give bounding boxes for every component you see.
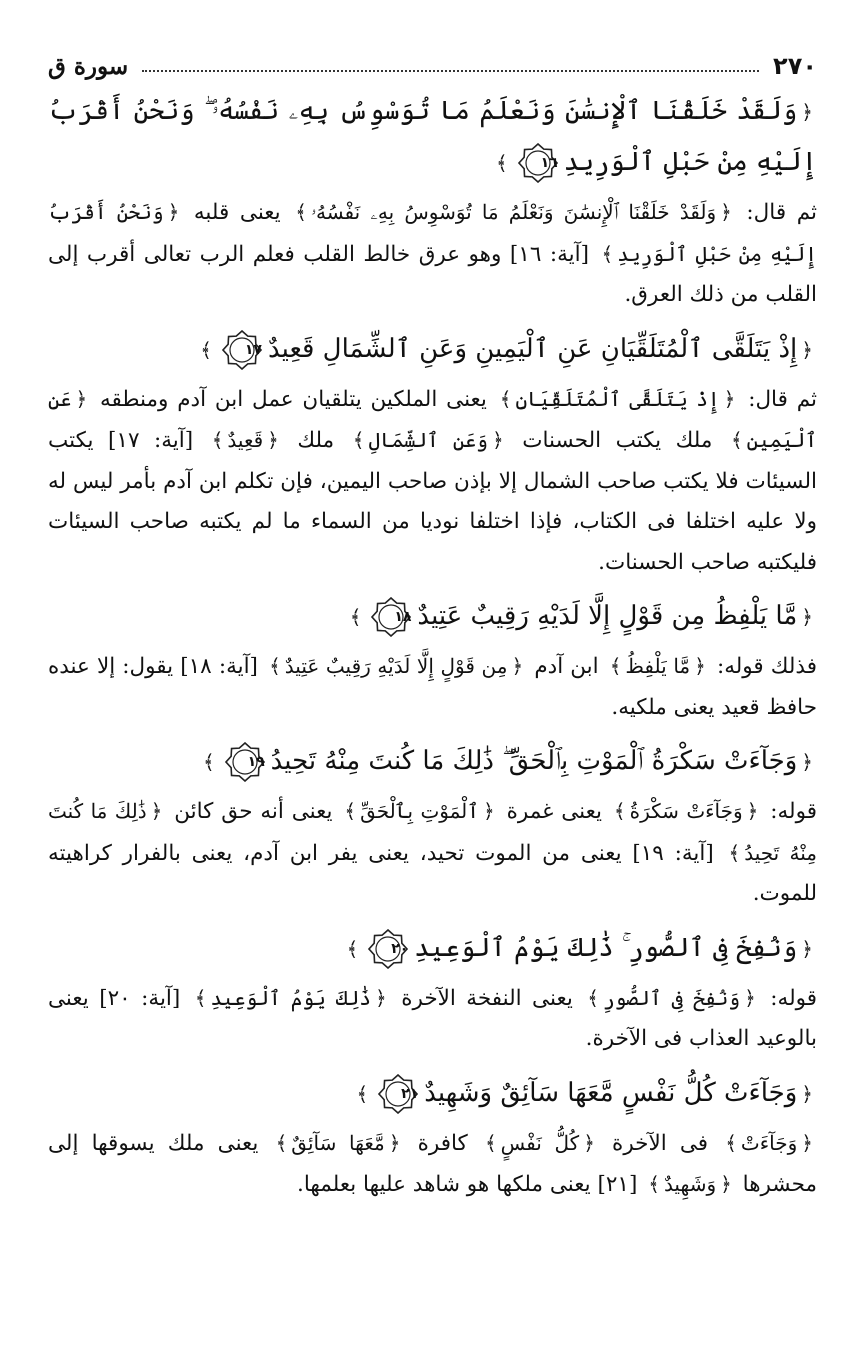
ayah-number-marker — [378, 1074, 418, 1114]
verse-text: مَّا يَلْفِظُ مِن قَوْلٍ إِلَّا لَدَيْهِ رَقِيبٌ عَتِيدٌ — [417, 601, 798, 631]
close-bracket: ﴾ — [730, 428, 743, 452]
commentary-text: قوله: — [762, 799, 817, 824]
open-bracket: ﴿ — [801, 605, 813, 629]
close-bracket: ﴾ — [648, 1172, 660, 1196]
close-bracket: ﴾ — [344, 799, 357, 823]
commentary-text: يعنى غمرة — [498, 799, 610, 824]
quoted-quran: وَشَهِيدٌ — [663, 1172, 717, 1196]
ayah-number-marker — [225, 742, 265, 782]
surah-title: سورة ق — [48, 53, 129, 80]
commentary-text: [آية: ١٧] يكتب السيئات فلا يكتب صاحب الشمال إلا بإذن صاحب اليمين، فإن تكلم ابن آدم بأمر ليس له ولا عليه اختلفا فى الكتاب، فإذا اختلفا نوديا من السماء ما لم يكتبه صاحب السيئات فليكتبه صاحب الحسنات. — [48, 428, 817, 575]
commentary-text: [آية: ١٦] وهو عرق خالط القلب فعلم الرب تعالى أقرب إلى القلب من ذلك العرق. — [48, 241, 817, 307]
close-bracket: ﴾ — [352, 428, 365, 452]
quoted-quran: قَعِيدٌ — [227, 428, 264, 452]
commentary-text: [آية: ١٨] يقول: إلا عنده حافظ قعيد يعنى ملكيه. — [48, 654, 817, 720]
ayah-number: ٢١ — [401, 1085, 419, 1102]
commentary-paragraph — [48, 791, 817, 915]
quoted-quran: مَّا يَلْفِظُ — [625, 654, 691, 678]
quran-verse — [48, 923, 817, 974]
quoted-quran: وَلَقَدْ خَلَقْنَا ٱلْإِنسَٰنَ وَنَعْلَمُ مَا تُوَسْوِسُ بِهِۦ نَفْسُهُۥ — [310, 200, 717, 224]
open-bracket: ﴿ — [150, 799, 163, 823]
close-bracket: ﴾ — [609, 654, 622, 678]
commentary-text: يعنى أنه حق كائن — [166, 799, 341, 824]
commentary-text: [٢١] يعنى ملكها هو شاهد عليها بعلمها. — [297, 1172, 645, 1197]
ayah-number-marker — [371, 597, 411, 637]
quoted-quran: وَجَآءَتْ — [740, 1130, 798, 1155]
ayah-number-marker — [222, 330, 262, 370]
open-bracket: ﴿ — [746, 799, 759, 823]
verse-text: وَجَآءَتْ كُلُّ نَفْسٍ مَّعَهَا سَآئِقٌ وَشَهِيدٌ — [424, 1077, 798, 1108]
open-bracket: ﴿ — [801, 1130, 813, 1155]
close-bracket: ﴾ — [356, 1081, 369, 1106]
ayah-number: ١٦ — [540, 155, 558, 171]
ayah-number: ٢٠ — [391, 940, 409, 957]
commentary-text: ابن آدم — [527, 654, 606, 679]
close-bracket: ﴾ — [200, 337, 212, 362]
page-header — [48, 40, 817, 80]
ayah-number: ١٨ — [394, 609, 412, 625]
close-bracket: ﴾ — [269, 654, 281, 678]
close-bracket: ﴾ — [495, 151, 508, 175]
close-bracket: ﴾ — [295, 200, 307, 224]
close-bracket: ﴾ — [725, 1130, 737, 1155]
page-number: ٢٧٠ — [773, 52, 817, 80]
open-bracket: ﴿ — [723, 386, 736, 411]
close-bracket: ﴾ — [587, 985, 599, 1010]
commentary-text: يعنى الملكين يتلقيان عمل ابن آدم ومنطقه — [91, 386, 496, 412]
close-bracket: ﴾ — [601, 241, 614, 266]
open-bracket: ﴿ — [801, 100, 813, 124]
open-bracket: ﴿ — [694, 654, 706, 678]
close-bracket: ﴾ — [194, 985, 207, 1010]
open-bracket: ﴿ — [492, 428, 504, 452]
quoted-quran: وَنَحْنُ أَقْرَبُ إِلَيْهِ مِنْ حَبْلِ ٱلْوَرِيدِ — [48, 200, 817, 266]
commentary-text: ثم قال: — [739, 386, 818, 412]
commentary-text: يعنى قلبه — [183, 200, 292, 225]
quoted-quran: وَنُفِخَ فِى ٱلصُّورِ — [602, 985, 741, 1010]
verse-text: إِذْ يَتَلَقَّى ٱلْمُتَلَقِّيَانِ عَنِ ٱلْيَمِينِ وَعَنِ ٱلشِّمَالِ قَعِيدٌ — [267, 333, 798, 364]
quran-verse — [48, 736, 817, 787]
open-bracket: ﴿ — [267, 428, 279, 452]
commentary-text: ثم قال: — [735, 200, 818, 225]
open-bracket: ﴿ — [511, 654, 524, 678]
commentary-paragraph — [48, 978, 817, 1060]
commentary-paragraph — [48, 646, 817, 728]
open-bracket: ﴿ — [801, 750, 813, 774]
open-bracket: ﴿ — [583, 1130, 595, 1155]
open-bracket: ﴿ — [720, 200, 732, 224]
header-dotted-rule — [142, 69, 759, 72]
commentary-text: [آية: ٢٠] يعنى بالوعيد العذاب فى الآخرة. — [48, 985, 817, 1051]
commentary-text: يعنى ملك يسوقها إلى محشرها — [48, 1130, 817, 1197]
open-bracket: ﴿ — [720, 1172, 732, 1196]
commentary-text: قوله: — [759, 985, 817, 1011]
commentary-text: [آية: ١٩] يعنى من الموت تحيد، يعنى يفر ابن آدم، يعنى بالفرار كراهيته للموت. — [48, 840, 817, 906]
open-bracket: ﴿ — [375, 985, 387, 1010]
ayah-number: ١٧ — [244, 341, 262, 358]
quoted-quran: ذَٰلِكَ مَا كُنتَ مِنْهُ تَحِيدُ — [48, 799, 817, 865]
commentary-text: ملك يكتب الحسنات — [507, 428, 727, 453]
quoted-quran: مِن قَوْلٍ إِلَّا لَدَيْهِ رَقِيبٌ عَتِيدٌ — [284, 654, 508, 678]
ayah-number-marker — [518, 143, 558, 183]
close-bracket: ﴾ — [211, 428, 224, 452]
quoted-quran: ذَٰلِكَ يَوْمُ ٱلْوَعِيدِ — [210, 985, 372, 1010]
open-bracket: ﴿ — [744, 985, 756, 1010]
commentary-paragraph — [48, 379, 817, 584]
quoted-quran: وَعَنِ ٱلشِّمَالِ — [368, 428, 488, 452]
quoted-quran: عَنِ ٱلْيَمِينِ — [48, 386, 817, 452]
quran-verse — [48, 86, 817, 188]
commentary-text: فى الآخرة — [598, 1130, 722, 1156]
close-bracket: ﴾ — [202, 750, 215, 774]
quoted-quran: كُلُّ نَفْسٍ — [500, 1130, 580, 1155]
close-bracket: ﴾ — [275, 1130, 288, 1155]
close-bracket: ﴾ — [346, 936, 359, 961]
commentary-text: فذلك قوله: — [709, 654, 817, 679]
open-bracket: ﴿ — [801, 936, 813, 961]
ayah-number: ١٩ — [247, 754, 265, 770]
verse-text: وَجَآءَتْ سَكْرَةُ ٱلْمَوْتِ بِٱلْحَقِّ ۖ ذَٰلِكَ مَا كُنتَ مِنْهُ تَحِيدُ — [270, 746, 798, 776]
quoted-quran: مَّعَهَا سَآئِقٌ — [291, 1130, 385, 1155]
commentary-paragraph — [48, 1123, 817, 1206]
close-bracket: ﴾ — [613, 799, 626, 823]
verse-text: وَلَقَدْ خَلَقْنَا ٱلْإِنسَٰنَ وَنَعْلَمُ مَا تُوَسْوِسُ بِهِۦ نَفْسُهُۥ ۖ وَنَحْنُ أَقْرَبُ إِلَيْهِ مِنْ حَبْلِ ٱلْوَرِيدِ — [48, 96, 817, 177]
verse-text: وَنُفِخَ فِى ٱلصُّورِ ۚ ذَٰلِكَ يَوْمُ ٱلْوَعِيدِ — [414, 932, 798, 963]
quoted-quran: إِذْ يَتَلَقَّى ٱلْمُتَلَقِّيَانِ — [515, 386, 720, 411]
ayah-number-marker — [368, 929, 408, 969]
close-bracket: ﴾ — [499, 386, 512, 411]
commentary-paragraph — [48, 192, 817, 316]
open-bracket: ﴿ — [801, 1081, 813, 1106]
quoted-quran: وَجَآءَتْ سَكْرَةُ — [629, 799, 743, 823]
close-bracket: ﴾ — [484, 1130, 497, 1155]
commentary-text: يعنى النفخة الآخرة — [390, 985, 584, 1011]
page-content — [48, 86, 817, 1206]
commentary-text: كافرة — [404, 1130, 481, 1156]
quran-verse — [48, 591, 817, 642]
quran-verse — [48, 1068, 817, 1119]
open-bracket: ﴿ — [482, 799, 495, 823]
quran-verse — [48, 324, 817, 375]
open-bracket: ﴿ — [75, 386, 88, 411]
quoted-quran: ٱلْمَوْتِ بِٱلْحَقِّ — [360, 799, 479, 823]
open-bracket: ﴿ — [801, 337, 813, 362]
close-bracket: ﴾ — [728, 840, 741, 865]
open-bracket: ﴿ — [388, 1130, 401, 1155]
open-bracket: ﴿ — [167, 200, 180, 224]
close-bracket: ﴾ — [349, 605, 362, 629]
commentary-text: ملك — [282, 428, 349, 453]
